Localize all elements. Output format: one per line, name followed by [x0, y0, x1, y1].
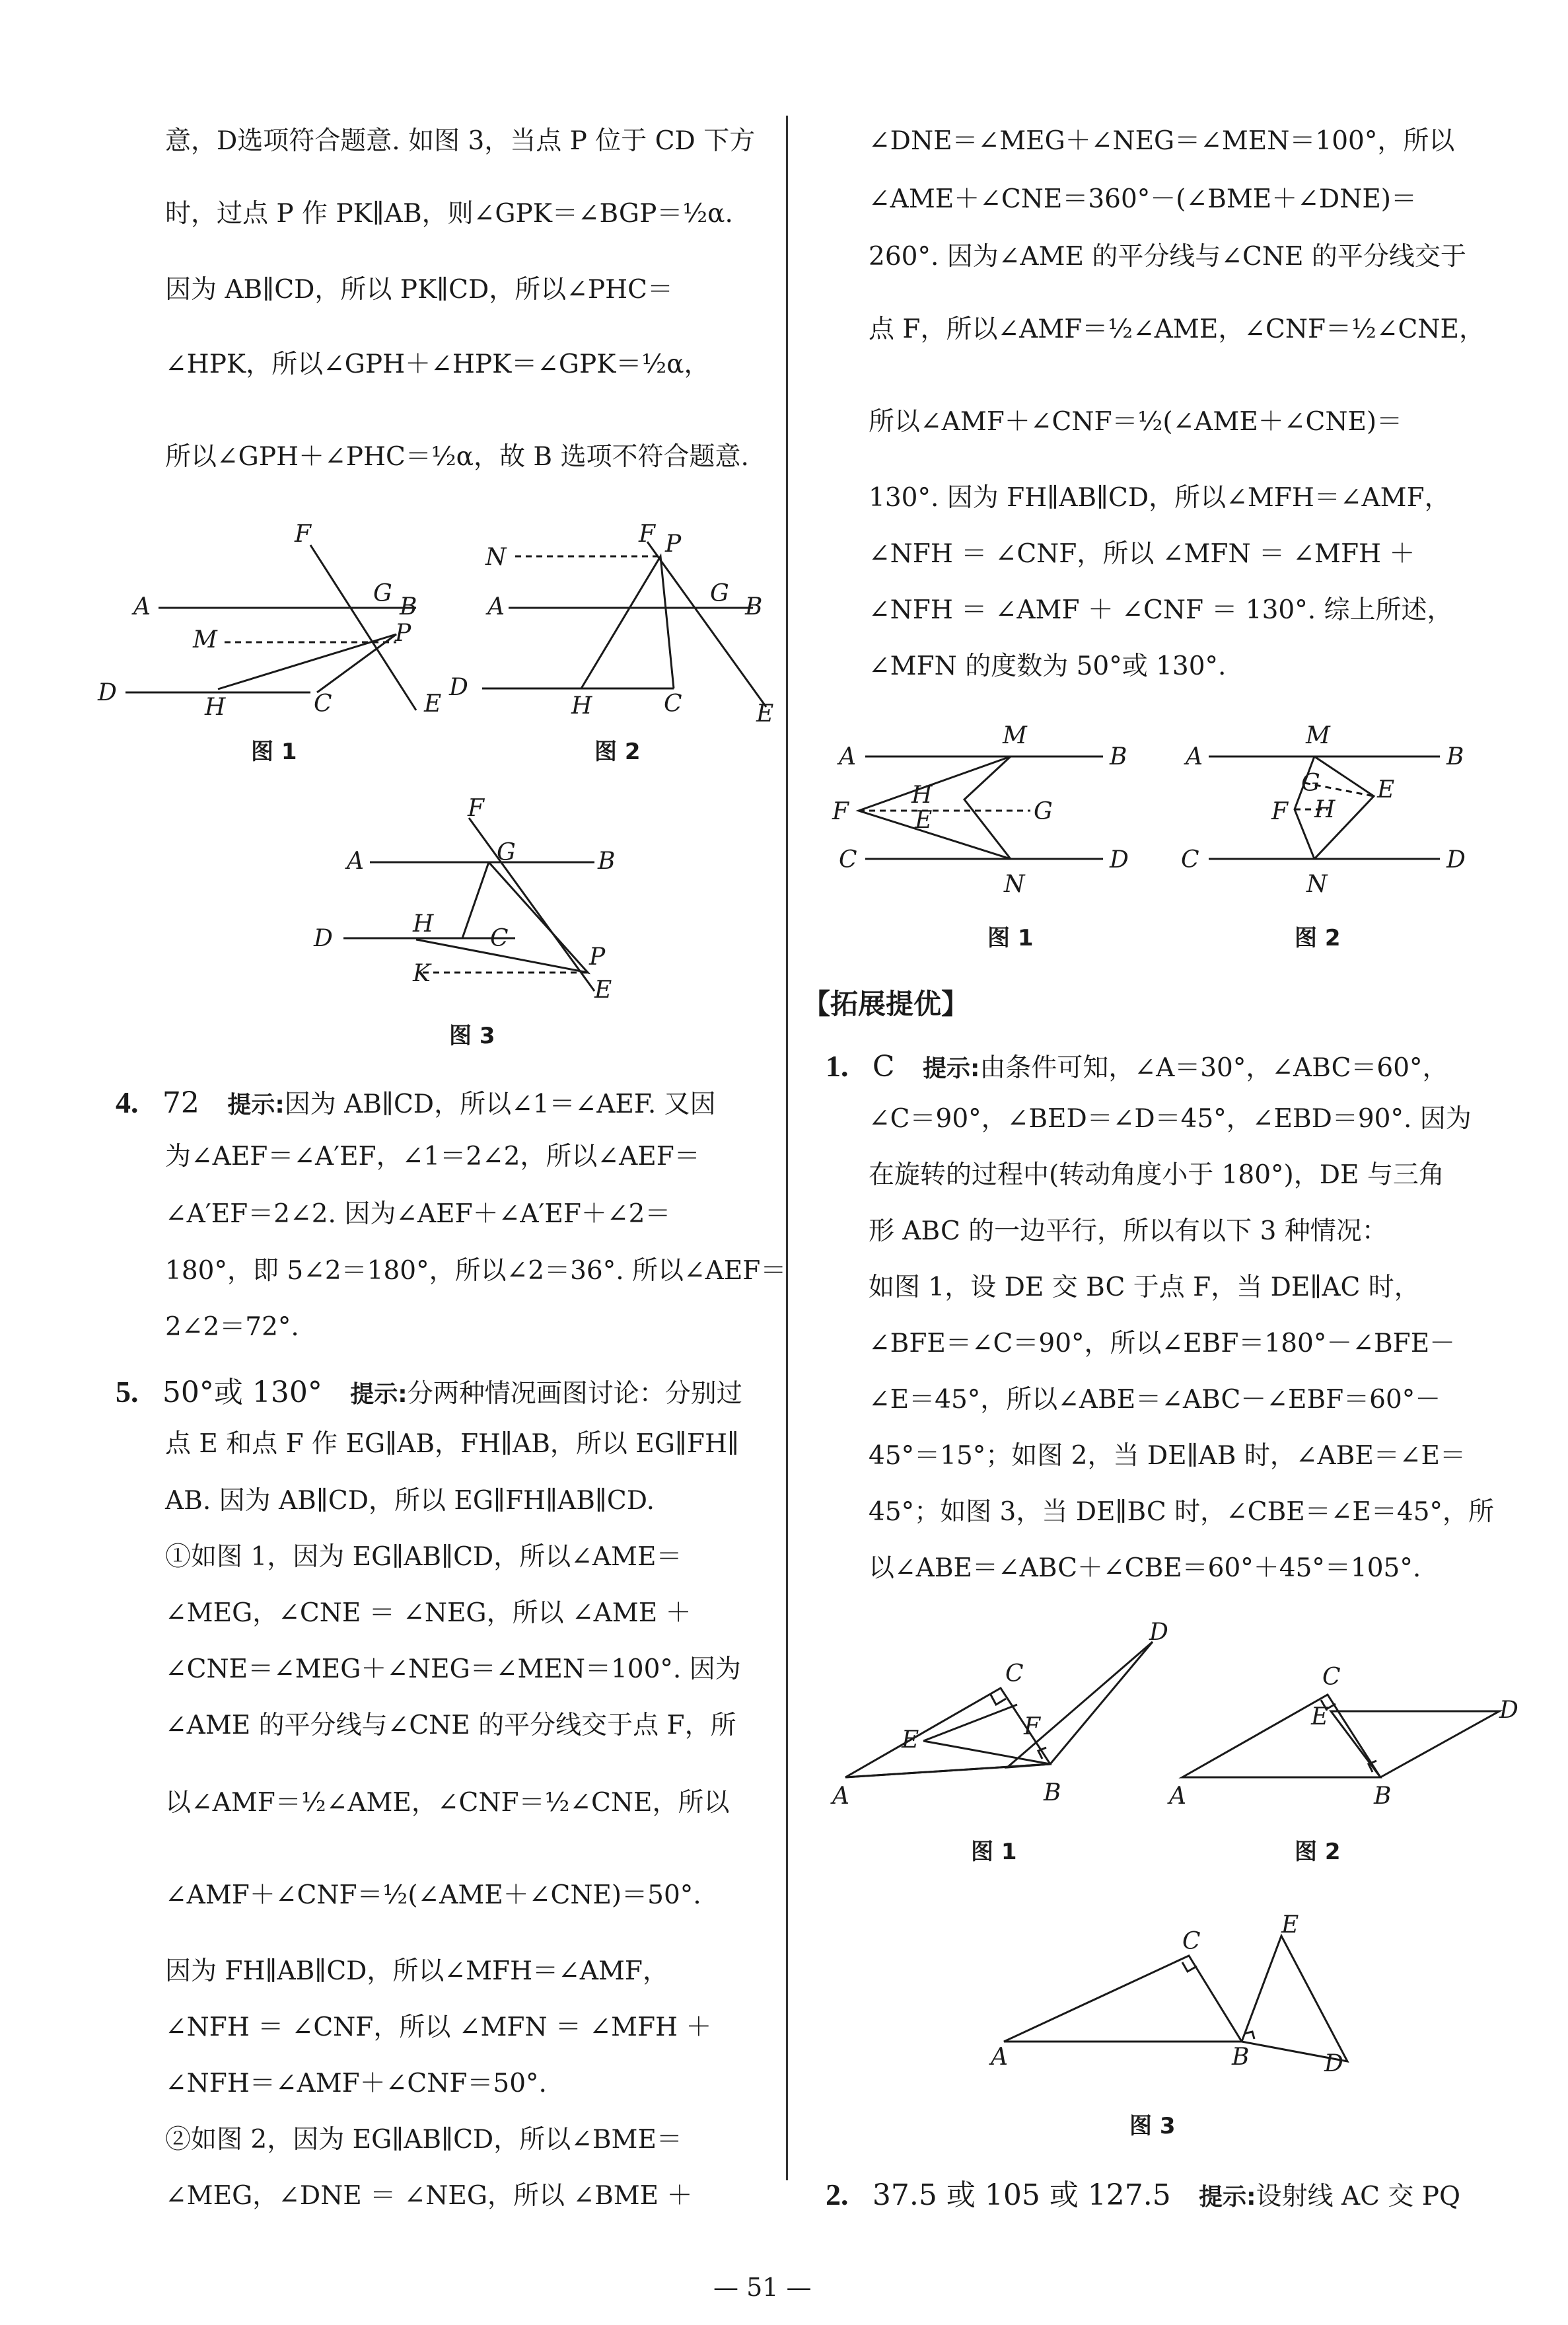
- label: D: [98, 679, 117, 706]
- triangle-figure-1: [832, 1619, 1176, 1824]
- label: B: [1232, 2044, 1250, 2071]
- label: M: [193, 626, 217, 653]
- question-number: 5.: [116, 1375, 139, 1409]
- extension-question-1-first-line: [826, 1047, 1448, 1086]
- label: P: [395, 620, 411, 647]
- label: B: [1374, 1783, 1392, 1810]
- label: G: [710, 580, 729, 607]
- right-column: [793, 0, 1568, 2246]
- label: H: [413, 910, 434, 938]
- label: C: [490, 925, 509, 952]
- question-number: 4.: [116, 1086, 139, 1119]
- question-4-first-line: [116, 1084, 716, 1122]
- question-number: 2.: [826, 2178, 849, 2211]
- label: B: [745, 593, 763, 620]
- text-line: ∠BFE＝∠C＝90°，所以∠EBF＝180°－∠BFE－: [869, 1329, 1456, 1358]
- text-line: 如图 1，设 DE 交 BC 于点 F，当 DE∥AC 时，: [869, 1273, 1420, 1302]
- left-text-line: 意，D选项符合题意. 如图 3，当点 P 位于 CD 下方: [165, 126, 756, 156]
- text-line: ∠MFN 的度数为 50°或 130°.: [869, 651, 1227, 681]
- text-line: 以∠ABE＝∠ABC＋∠CBE＝60°＋45°＝105°.: [869, 1553, 1421, 1583]
- label: E: [1311, 1703, 1329, 1730]
- text-line: ∠A′EF＝2∠2. 因为∠AEF＋∠A′EF＋∠2＝: [165, 1199, 671, 1229]
- label: H: [1314, 796, 1336, 823]
- answer: 72: [162, 1086, 199, 1120]
- text-line: 在旋转的过程中(转动角度小于 180°)，DE 与三角: [869, 1160, 1444, 1190]
- label: H: [205, 694, 226, 721]
- label: K: [413, 960, 431, 987]
- figure-caption: 图 2: [1295, 925, 1341, 951]
- text-line: ∠NFH＝∠AMF＋∠CNF＝50°.: [165, 2069, 547, 2098]
- figure-3-parallel-lines: [304, 795, 647, 1024]
- left-text-line: 所以∠GPH＋∠PHC＝½α，故 B 选项不符合题意.: [165, 442, 749, 472]
- text-line: ②如图 2，因为 EG∥AB∥CD，所以∠BME＝: [165, 2125, 682, 2155]
- text-line: 所以∠AMF＋∠CNF＝½(∠AME＋∠CNE)＝: [869, 407, 1403, 437]
- text-line: ∠AME 的平分线与∠CNE 的平分线交于点 F，所: [165, 1711, 736, 1740]
- label: P: [665, 531, 682, 558]
- left-column: [0, 0, 786, 2246]
- label: E: [424, 690, 442, 718]
- text-line: 因为 FH∥AB∥CD，所以∠MFH＝∠AMF，: [165, 1956, 668, 1986]
- section-title: 【拓展提优】: [802, 988, 970, 1020]
- text-line: 180°，即 5∠2＝180°，所以∠2＝36°. 所以∠AEF＝: [165, 1256, 787, 1286]
- label: N: [1004, 871, 1025, 898]
- label: F: [468, 795, 484, 822]
- figure-caption: 图 1: [251, 739, 297, 765]
- label: B: [1044, 1779, 1061, 1806]
- left-text-line: 因为 AB∥CD，所以 PK∥CD，所以∠PHC＝: [165, 275, 674, 305]
- text-line: ∠DNE＝∠MEG＋∠NEG＝∠MEN＝100°，所以: [869, 126, 1455, 156]
- label: E: [1377, 776, 1395, 803]
- figure-caption: 图 1: [971, 1839, 1017, 1865]
- label: A: [487, 593, 505, 620]
- label: F: [1024, 1713, 1040, 1740]
- label: C: [1181, 846, 1199, 873]
- label: D: [1324, 2050, 1343, 2077]
- text-line: 形 ABC 的一边平行，所以有以下 3 种情况：: [869, 1216, 1388, 1246]
- text-line: ∠C＝90°，∠BED＝∠D＝45°，∠EBD＝90°. 因为: [869, 1104, 1472, 1134]
- label: G: [1034, 798, 1053, 825]
- q5-figure-1: [832, 717, 1162, 902]
- label: F: [639, 521, 655, 548]
- label: C: [839, 846, 857, 873]
- label: F: [832, 798, 849, 825]
- label: D: [314, 925, 333, 952]
- text-line: 45°＝15°；如图 2，当 DE∥AB 时，∠ABE＝∠E＝: [869, 1441, 1466, 1471]
- label: C: [1322, 1664, 1341, 1691]
- label: G: [373, 580, 392, 607]
- label: G: [497, 839, 516, 866]
- column-divider: [786, 116, 788, 2180]
- text-line: ∠E＝45°，所以∠ABE＝∠ABC－∠EBF＝60°－: [869, 1385, 1441, 1415]
- hint-text: 由条件可知，∠A＝30°，∠ABC＝60°，: [980, 1053, 1448, 1083]
- hint-text: 设射线 AC 交 PQ: [1256, 2182, 1460, 2211]
- label: D: [449, 674, 468, 701]
- figure-1-parallel-lines: [92, 515, 462, 733]
- text-line: AB. 因为 AB∥CD，所以 EG∥FH∥AB∥CD.: [165, 1486, 655, 1516]
- text-line: ∠AMF＋∠CNF＝½(∠AME＋∠CNE)＝50°.: [165, 1880, 701, 1910]
- answer: 37.5 或 105 或 127.5: [872, 2178, 1171, 2212]
- triangle-figure-2: [1169, 1645, 1518, 1810]
- left-text-line: 时，过点 P 作 PK∥AB，则∠GPK＝∠BGP＝½α.: [165, 199, 733, 229]
- label: N: [1306, 871, 1328, 898]
- figure-caption: 图 3: [449, 1023, 495, 1049]
- hint-text: 分两种情况画图讨论：分别过: [407, 1379, 742, 1409]
- label: B: [1110, 743, 1127, 770]
- text-line: ∠NFH ＝ ∠CNF，所以 ∠MFN ＝ ∠MFH ＋: [165, 2012, 712, 2042]
- hint-label: 提示:: [1199, 2184, 1256, 2211]
- page-number: — 51 —: [713, 2273, 812, 2302]
- label: D: [1110, 846, 1129, 873]
- text-line: 45°；如图 3，当 DE∥BC 时，∠CBE＝∠E＝45°，所: [869, 1497, 1495, 1527]
- label: N: [485, 544, 507, 571]
- label: E: [915, 807, 933, 834]
- figure-caption: 图 2: [1295, 1839, 1341, 1865]
- label: A: [991, 2044, 1008, 2071]
- label: D: [1149, 1619, 1168, 1646]
- label: C: [314, 690, 332, 718]
- answer: C: [872, 1050, 895, 1084]
- figure-2-parallel-lines: [449, 515, 793, 733]
- figure-caption: 图 2: [594, 739, 641, 765]
- label: B: [598, 848, 616, 875]
- text-line: ∠NFH ＝ ∠AMF ＋ ∠CNF ＝ 130°. 综上所述，: [869, 595, 1453, 625]
- label: E: [756, 700, 774, 727]
- answer: 50°或 130°: [162, 1376, 322, 1409]
- label: H: [911, 782, 933, 809]
- label: E: [902, 1726, 919, 1753]
- text-line: 点 F，所以∠AMF＝½∠AME，∠CNF＝½∠CNE，: [869, 314, 1485, 344]
- question-number: 1.: [826, 1049, 849, 1083]
- label: A: [1186, 743, 1203, 770]
- text-line: 为∠AEF＝∠A′EF，∠1＝2∠2，所以∠AEF＝: [165, 1142, 700, 1171]
- label: A: [1169, 1783, 1186, 1810]
- text-line: 130°. 因为 FH∥AB∥CD，所以∠MFH＝∠AMF，: [869, 483, 1450, 513]
- label: A: [133, 593, 151, 620]
- text-line: 2∠2＝72°.: [165, 1312, 299, 1342]
- label: C: [664, 690, 682, 718]
- label: E: [1281, 1911, 1299, 1938]
- q5-figure-2: [1176, 717, 1506, 902]
- hint-label: 提示:: [227, 1091, 285, 1119]
- label: A: [832, 1783, 849, 1810]
- text-line: ∠NFH ＝ ∠CNF，所以 ∠MFN ＝ ∠MFH ＋: [869, 539, 1415, 569]
- label: F: [295, 521, 311, 548]
- figure-caption: 图 1: [987, 925, 1034, 951]
- label: B: [1446, 743, 1464, 770]
- text-line: 260°. 因为∠AME 的平分线与∠CNE 的平分线交于: [869, 242, 1466, 272]
- question-5-first-line: [116, 1373, 742, 1411]
- label: M: [1003, 722, 1027, 749]
- hint-label: 提示:: [922, 1055, 980, 1082]
- hint-text: 因为 AB∥CD，所以∠1＝∠AEF. 又因: [284, 1089, 716, 1119]
- label: C: [1182, 1928, 1201, 1955]
- text-line: 以∠AMF＝½∠AME，∠CNF＝½∠CNE，所以: [165, 1788, 730, 1818]
- label: D: [1446, 846, 1466, 873]
- label: A: [347, 848, 364, 875]
- label: F: [1271, 798, 1288, 825]
- triangle-figure-3: [991, 1909, 1343, 2088]
- figure-caption: 图 3: [1129, 2113, 1176, 2139]
- label: H: [571, 692, 592, 720]
- hint-label: 提示:: [350, 1381, 408, 1408]
- text-line: ∠MEG，∠DNE ＝ ∠NEG，所以 ∠BME ＋: [165, 2181, 693, 2211]
- label: D: [1499, 1697, 1518, 1724]
- left-text-line: ∠HPK，所以∠GPH＋∠HPK＝∠GPK＝½α，: [165, 350, 710, 379]
- label: G: [1301, 770, 1320, 797]
- text-line: ∠MEG，∠CNE ＝ ∠NEG，所以 ∠AME ＋: [165, 1598, 692, 1628]
- label: B: [400, 593, 417, 620]
- label: E: [594, 977, 612, 1004]
- text-line: ∠CNE＝∠MEG＋∠NEG＝∠MEN＝100°. 因为: [165, 1654, 741, 1684]
- text-line: ①如图 1，因为 EG∥AB∥CD，所以∠AME＝: [165, 1542, 682, 1572]
- label: C: [1005, 1660, 1024, 1687]
- label: M: [1306, 722, 1330, 749]
- label: A: [839, 743, 856, 770]
- text-line: 点 E 和点 F 作 EG∥AB，FH∥AB，所以 EG∥FH∥: [165, 1429, 740, 1459]
- label: P: [589, 943, 606, 971]
- text-line: ∠AME＋∠CNE＝360°－(∠BME＋∠DNE)＝: [869, 184, 1417, 214]
- extension-question-2-first-line: [826, 2176, 1460, 2214]
